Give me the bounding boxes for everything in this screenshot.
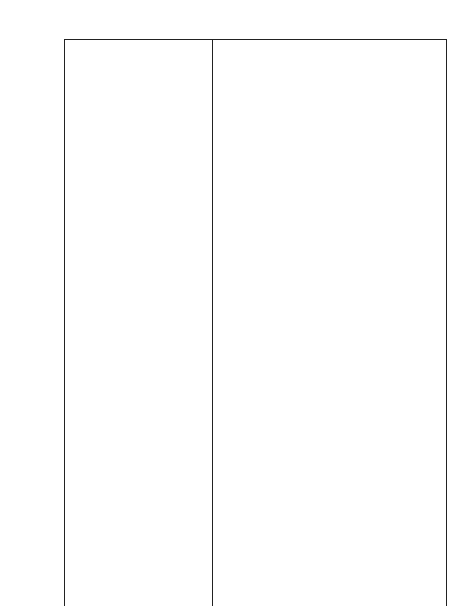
table-frame (64, 39, 447, 606)
column-divider (212, 39, 213, 606)
